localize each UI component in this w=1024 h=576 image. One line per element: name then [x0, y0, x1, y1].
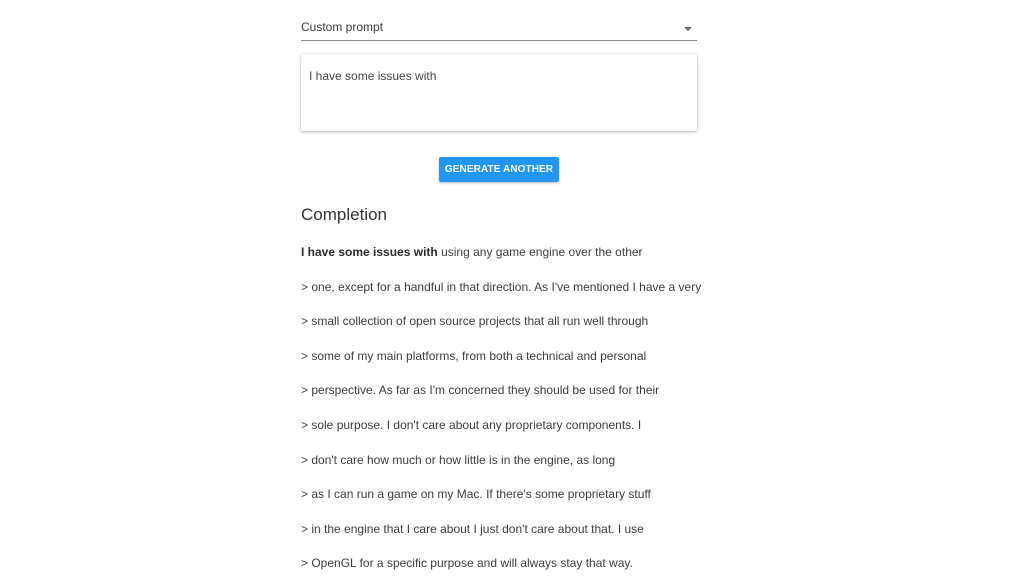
- prompt-select[interactable]: [301, 14, 697, 41]
- completion-line: > perspective. As far as I'm concerned they should be used for their: [301, 383, 660, 398]
- completion-line: > OpenGL for a specific purpose and will always stay that way.: [301, 556, 633, 571]
- completion-line: > in the engine that I care about I just don't care about that. I use: [301, 521, 644, 536]
- completion-line: > one, except for a handful in that direction. As I've mentioned I have a very: [301, 279, 702, 294]
- completion-prompt-bold: I have some issues with: [301, 245, 438, 259]
- completion-line: > as I can run a game on my Mac. If there's some proprietary stuff: [301, 487, 651, 502]
- completion-line: [301, 244, 721, 279]
- completion-heading: Completion: [301, 205, 387, 224]
- prompt-textarea[interactable]: [309, 69, 689, 119]
- prompt-card: [301, 54, 697, 131]
- completion-line: > don't care how much or how little is in the engine, as long: [301, 452, 616, 467]
- generate-another-button[interactable]: GENERATE ANOTHER: [439, 157, 559, 182]
- completion-first-line-rest: using any game engine over the other: [437, 245, 643, 259]
- completion-line: > sole purpose. I don't care about any proprietary components. I: [301, 417, 642, 432]
- completion-line: > some of my main platforms, from both a technical and personal: [301, 348, 647, 363]
- completion-text: [301, 244, 721, 576]
- prompt-select-value: Custom prompt: [301, 20, 384, 34]
- chevron-down-icon[interactable]: [684, 27, 692, 31]
- completion-line: > small collection of open source projects that all run well through: [301, 314, 649, 329]
